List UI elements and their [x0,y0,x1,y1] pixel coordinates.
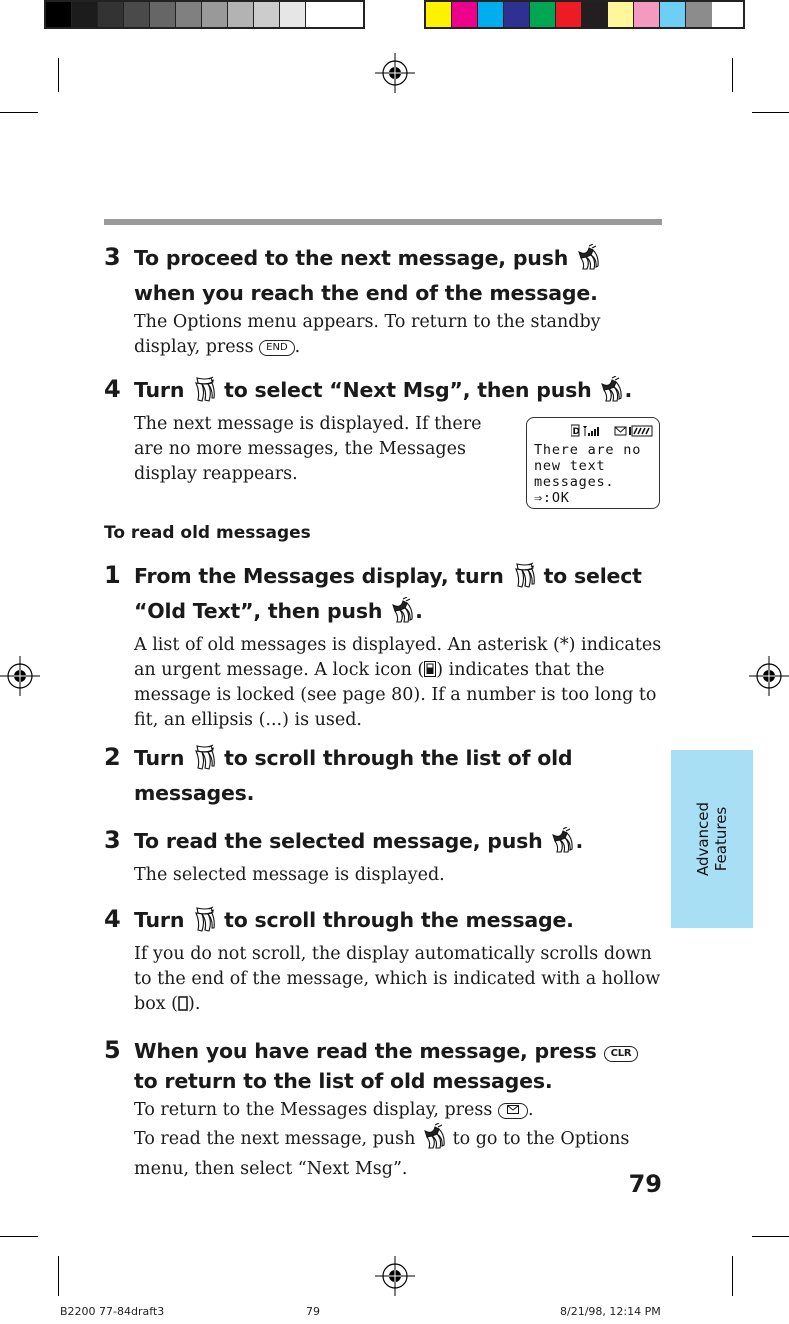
crop-mark [752,112,789,113]
crop-mark [0,112,38,113]
step-body: The Options menu appears. To return to the standby display, press END . [134,312,601,357]
step-heading: To read the selected message, push . [134,826,664,861]
gray-swatch [124,2,150,27]
step [104,1036,664,1182]
jog-dial-turn-icon [193,906,215,940]
svg-text:D: D [572,427,580,437]
color-swatch [452,2,478,27]
section-tab [671,750,753,928]
crop-mark [58,1256,59,1296]
clr-key-icon: CLR [604,1046,639,1062]
jog-dial-push-icon [551,827,573,861]
step-number: 3 [104,826,121,854]
page-number: 79 [628,1170,662,1198]
gray-swatch [72,2,98,27]
crop-mark [0,1236,38,1237]
phone-display [526,417,660,509]
registration-mark-icon [0,656,40,696]
crop-mark [752,1236,789,1237]
color-bar [424,0,745,29]
gray-swatch [202,2,228,27]
jog-dial-turn-icon [193,376,215,410]
color-swatch [530,2,556,27]
registration-mark-icon [375,1256,415,1296]
footer-right: 8/21/98, 12:14 PM [560,1305,661,1318]
color-swatch [686,2,712,27]
display-text: There are no new text messages. ⇒:OK [534,442,642,506]
step [104,905,664,1017]
step-number: 1 [104,561,121,589]
step-number: 4 [104,905,121,933]
step-body: The next message is displayed. If there are no more messages, the Messages display reappears. [134,414,482,484]
step-heading: To proceed to the next message, push when you reach the end of the message. [134,246,598,305]
step-body: If you do not scroll, the display automatically scrolls down to the end of the message, which is indicated with a hollow box ( ). [134,944,661,1014]
step-body: To return to the Messages display, press . To read the next message, push to go to the Options menu, then select “Next Msg”. [134,1100,630,1179]
step-heading: Turn to scroll through the message. [134,905,664,940]
jog-dial-push-icon [423,1123,445,1157]
color-swatch [582,2,608,27]
gray-swatch [280,2,306,27]
lock-icon [424,661,436,677]
step-heading: Turn to select “Next Msg”, then push . [134,375,664,410]
step [104,826,664,888]
section-subheading: To read old messages [104,523,311,543]
jog-dial-push-icon [391,597,413,631]
jog-dial-turn-icon [513,562,535,596]
step-number: 5 [104,1036,121,1064]
step [104,561,664,733]
jog-dial-push-icon [600,376,622,410]
color-swatch [478,2,504,27]
status-icons [571,424,653,438]
registration-mark-icon [749,656,789,696]
step-body: A list of old messages is displayed. An asterisk (*) indicates an urgent message. A lock icon ( ) indicates that the message is locked (see page 80). If a number is too long to fit, an ellipsis (...) is used. [134,635,662,730]
jog-dial-push-icon [577,244,599,278]
crop-mark [732,58,733,92]
gray-swatch [306,2,332,27]
color-swatch [426,2,452,27]
gray-swatch [46,2,72,27]
section-tab-label: Advanced Features [694,801,730,877]
gray-swatch [176,2,202,27]
step-number: 4 [104,375,121,403]
mail-key-icon [498,1103,528,1119]
crop-mark [732,1256,733,1296]
color-swatch [504,2,530,27]
gray-swatch [254,2,280,27]
color-swatch [556,2,582,27]
step [104,243,664,360]
grayscale-bar [44,0,365,29]
step-heading: From the Messages display, turn to select “Old Text”, then push . [134,561,664,631]
step-heading: Turn to scroll through the list of old messages. [134,746,573,805]
hollow-box-icon [178,996,188,1011]
step-number: 2 [104,743,121,771]
header-rule [104,219,662,225]
step [104,743,664,808]
footer-left: B2200 77-84draft3 [60,1305,165,1318]
color-swatch [660,2,686,27]
end-key-icon: END [259,340,295,356]
step-body: The selected message is displayed. [134,865,445,885]
jog-dial-turn-icon [193,744,215,778]
color-swatch [608,2,634,27]
step-number: 3 [104,243,121,271]
crop-mark [58,58,59,92]
gray-swatch [150,2,176,27]
gray-swatch [228,2,254,27]
registration-mark-icon [375,53,415,93]
color-swatch [634,2,660,27]
footer-center: 79 [306,1305,320,1318]
gray-swatch [98,2,124,27]
step-heading: When you have read the message, press CLR to return to the list of old messages. [134,1036,664,1096]
